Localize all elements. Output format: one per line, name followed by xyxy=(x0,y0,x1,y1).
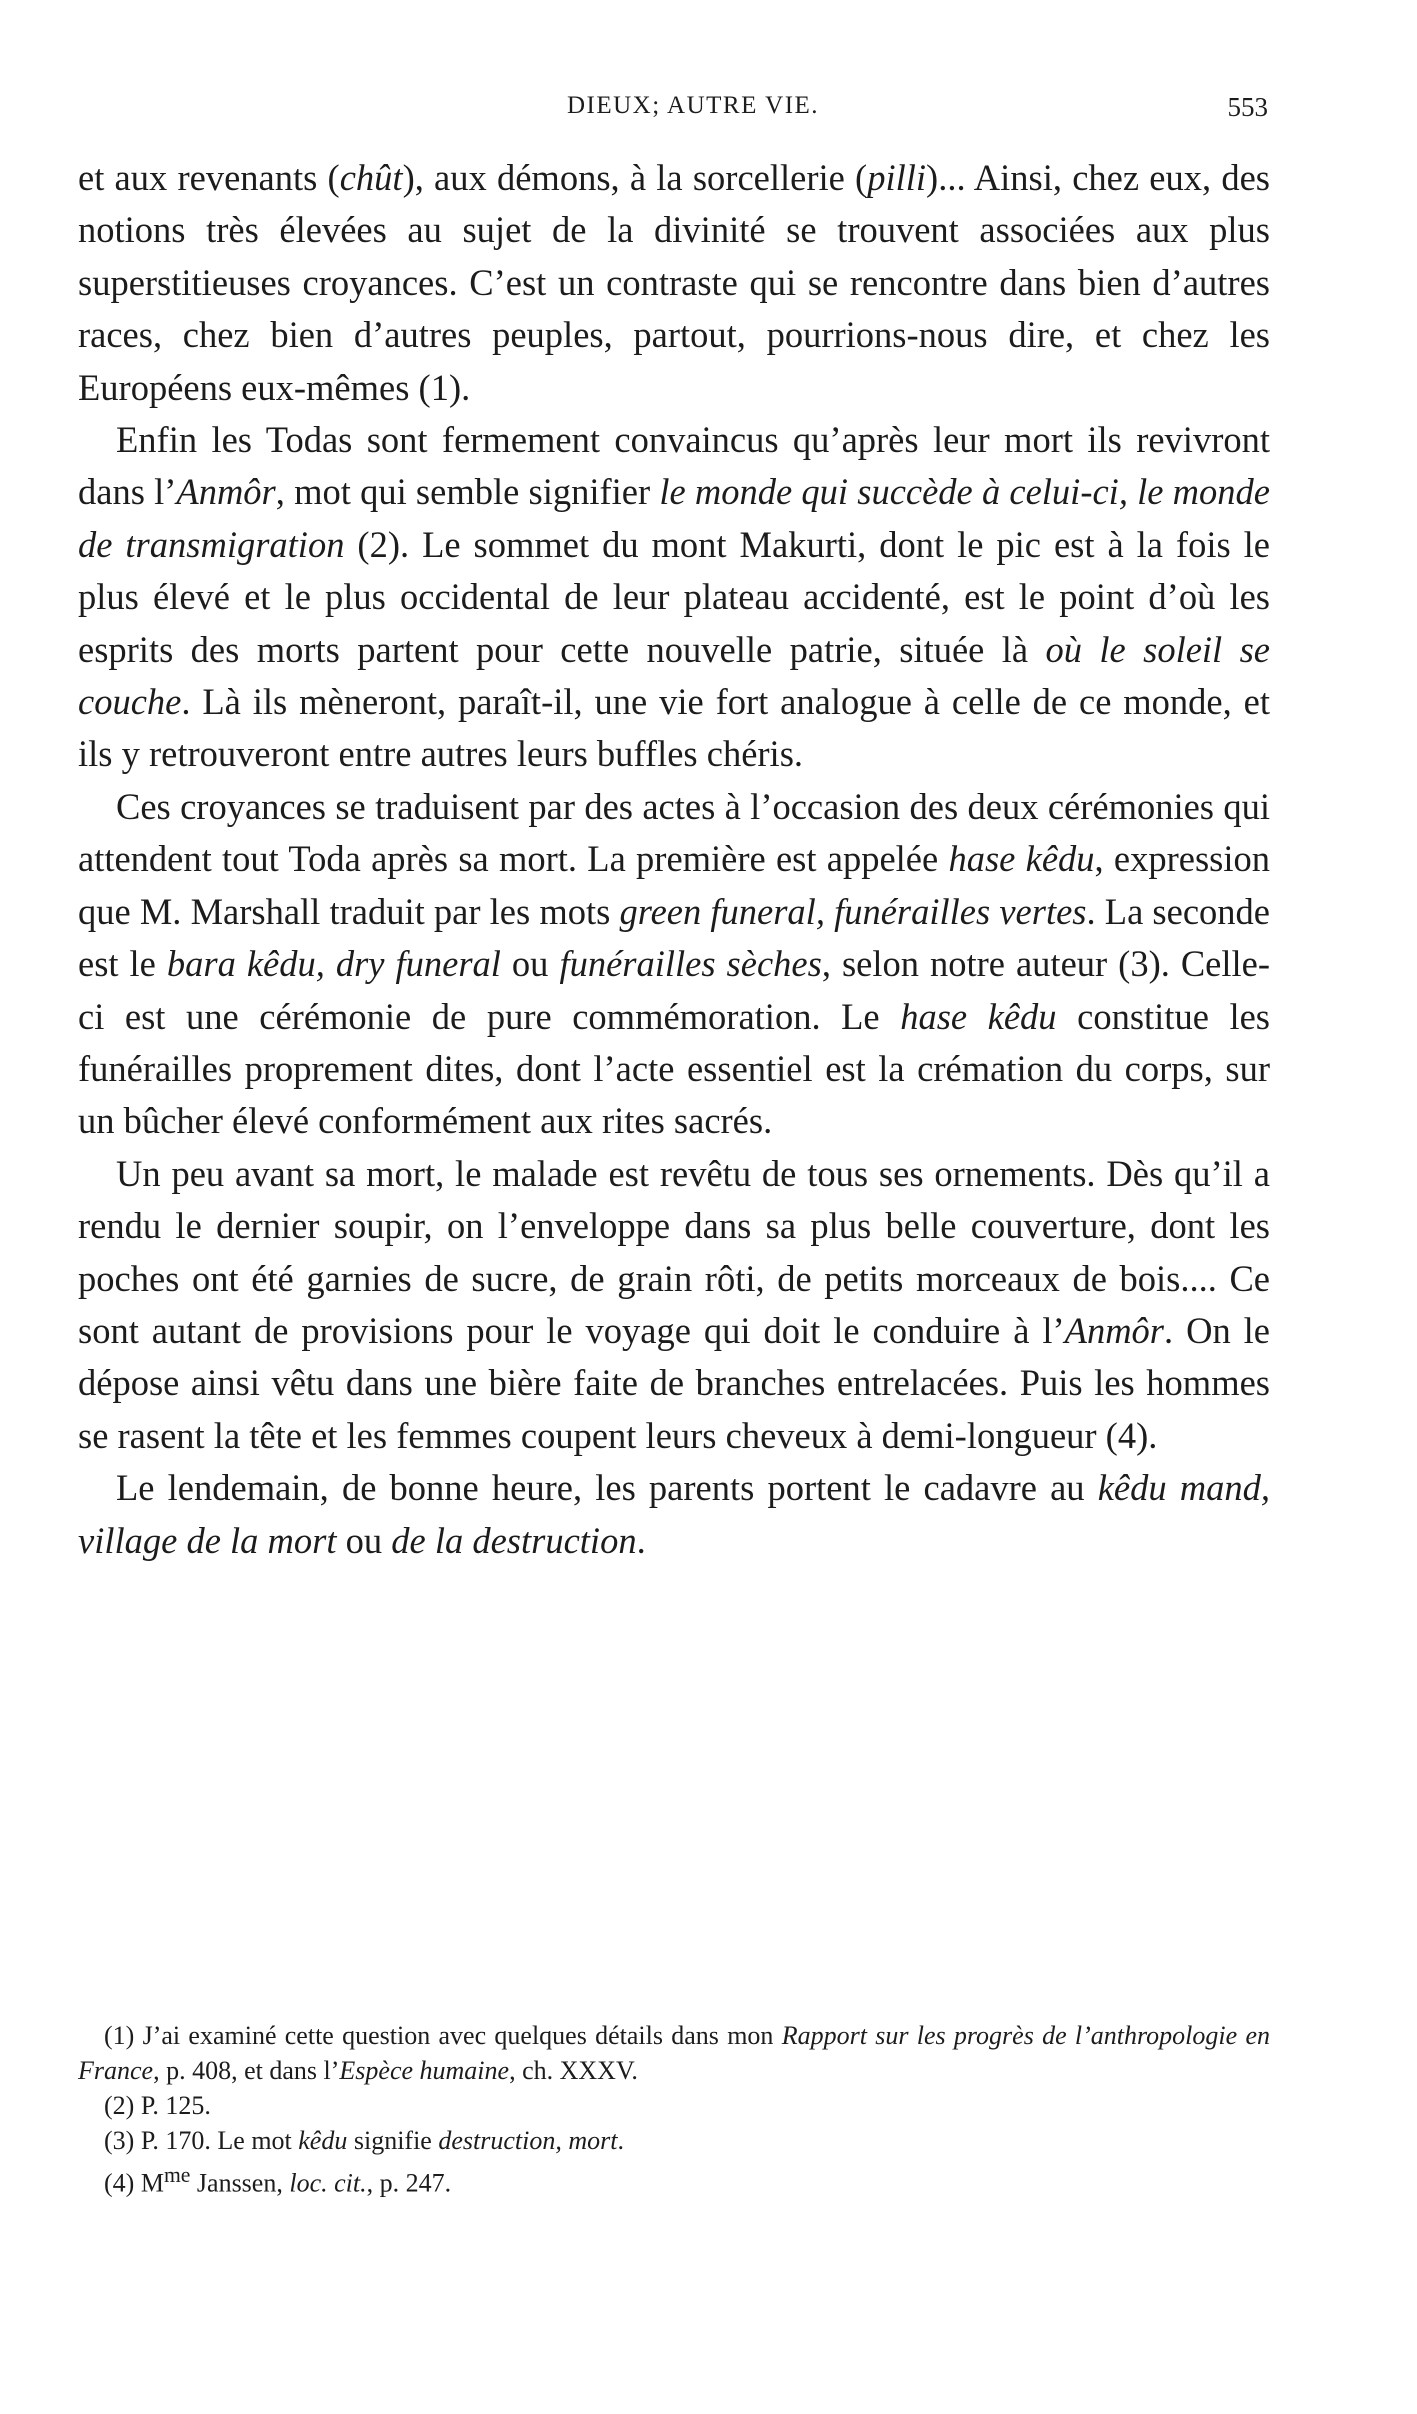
italic-text: green funeral, funérailles vertes xyxy=(619,890,1087,932)
text-run: Enfin les Todas sont fermement convaincus qu’après leur mort ils revivront dans l’ xyxy=(78,419,1270,513)
text-run: . Là ils mèneront, paraît-il, une vie fort analogue à celle de ce monde, et ils y retrouveront entre autres leurs buffles chéris. xyxy=(78,681,1270,775)
italic-text: chût xyxy=(339,157,403,198)
italic-text: Espèce humaine xyxy=(339,2056,510,2085)
italic-text: Rapport sur les progrès de l’anthropologie en France xyxy=(78,2021,1270,2085)
text-run: , ch. XXXV. xyxy=(509,2056,638,2085)
italic-text: où le soleil se couche xyxy=(78,628,1270,723)
text-run: )... Ainsi, chez eux, des notions très élevées au sujet de la divinité se trouvent associées aux plus superstitieuses croyances. C’est un contraste qui se rencontre dans bien d’autres races, chez bien d’autres peuples, partout, pourrions-nous dire, et chez les Européens eux-mêmes (1). xyxy=(78,157,1270,408)
text-run: constitue les funérailles proprement dites, dont l’acte essentiel est la crémation du corps, sur un bûcher élevé conformément aux rites sacrés. xyxy=(78,995,1271,1142)
paragraph xyxy=(78,1462,1270,1567)
text-run: Le lendemain, de bonne heure, les parents portent le cadavre au xyxy=(116,1467,1098,1509)
text-run: Janssen, xyxy=(190,2168,290,2198)
italic-text: loc. cit. xyxy=(289,2168,367,2198)
body-text xyxy=(78,152,1270,1567)
text-run: ou xyxy=(336,1519,392,1561)
text-run: ), aux démons, à la sorcellerie ( xyxy=(402,157,868,198)
text-run: . La seconde est le xyxy=(78,890,1270,985)
footnote xyxy=(78,2158,1270,2201)
italic-text: hase kêdu xyxy=(948,838,1095,880)
italic-text: hase kêdu xyxy=(900,995,1057,1037)
text-run: (2). Le sommet du mont Makurti, dont le pic est à la fois le plus élevé et le plus occidental de leur plateau accidenté, est le point d’où les esprits des morts partent pour cette nouvelle patrie, située là xyxy=(78,523,1270,670)
page-number: 553 xyxy=(1227,92,1268,122)
text-run: (2) P. 125. xyxy=(104,2091,211,2120)
italic-text: le monde qui succède à celui-ci, le monde de transmigration xyxy=(78,471,1270,565)
footnote xyxy=(78,2018,1270,2088)
italic-text: de la destruction xyxy=(391,1519,637,1561)
text-run: (4) M xyxy=(104,2168,164,2198)
text-run: Ces croyances se traduisent par des actes à l’occasion des deux cérémonies qui attendent tout Toda après sa mort. La première est appelée xyxy=(78,785,1270,880)
text-run: Un peu avant sa mort, le malade est revêtu de tous ses ornements. Dès qu’il a rendu le dernier soupir, on l’enveloppe dans sa plus belle couverture, dont les poches ont été garnies de sucre, de grain rôti, de petits morceaux de bois.... Ce sont autant de provisions pour le voyage qui doit le conduire à l’ xyxy=(78,1152,1270,1351)
text-run: , selon notre auteur (3). Celle-ci est une cérémonie de pure commémoration. Le xyxy=(78,943,1271,1037)
running-head xyxy=(78,92,1268,132)
text-run: , p. 408, et dans l’ xyxy=(153,2056,340,2085)
text-run: ou xyxy=(500,943,560,985)
italic-text: bara kêdu, dry funeral xyxy=(166,943,501,985)
footnote xyxy=(78,2088,1270,2123)
paragraph xyxy=(78,152,1270,414)
text-run: , expression que M. Marshall traduit par les mots xyxy=(78,838,1271,932)
footnotes xyxy=(78,2018,1270,2201)
italic-text: destruction, mort xyxy=(438,2126,618,2155)
italic-text: Anmôr xyxy=(1064,1309,1165,1351)
paragraph xyxy=(78,1148,1270,1462)
italic-text: kêdu mand, village de la mort xyxy=(78,1467,1271,1561)
running-title: DIEUX; AUTRE VIE. xyxy=(566,92,820,119)
text-run: et aux revenants ( xyxy=(78,157,340,198)
paragraph xyxy=(78,781,1270,1148)
italic-text: kêdu xyxy=(298,2126,348,2155)
text-run: , p. 247. xyxy=(366,2168,452,2198)
text-run: (3) P. 170. Le mot xyxy=(104,2126,299,2155)
text-run: . xyxy=(636,1519,646,1561)
paragraph xyxy=(78,414,1270,781)
text-run: , mot qui semble signifier xyxy=(275,471,660,513)
italic-text: Anmôr xyxy=(176,471,276,513)
superscript-text: me xyxy=(163,2163,191,2187)
text-run: . On le dépose ainsi vêtu dans une bière faite de branches entrelacées. Puis les hommes se rasent la tête et les femmes coupent leurs cheveux à demi-longueur (4). xyxy=(78,1309,1271,1456)
footnote xyxy=(78,2123,1270,2158)
italic-text: funérailles sèches xyxy=(559,943,822,985)
text-run: . xyxy=(617,2126,624,2155)
text-run: signifie xyxy=(347,2126,439,2155)
italic-text: pilli xyxy=(867,157,927,198)
text-run: (1) J’ai examiné cette question avec quelques détails dans mon xyxy=(104,2021,782,2050)
